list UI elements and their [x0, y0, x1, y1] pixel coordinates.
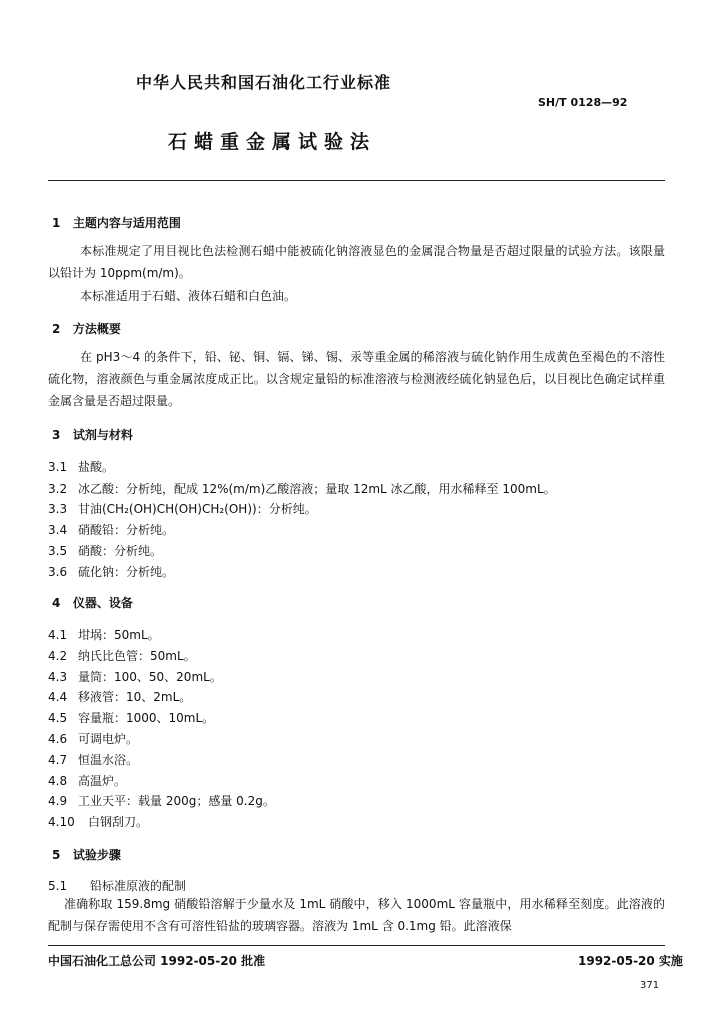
list-item: 4.5 容量瓶：1000、10mL。	[48, 711, 215, 725]
list-item: 5.1 铅标准原液的配制	[48, 879, 187, 893]
section-1-heading: 1 主题内容与适用范围	[52, 216, 181, 230]
section-2-heading: 2 方法概要	[52, 322, 121, 336]
footer-divider	[48, 945, 665, 946]
page-number: 371	[640, 980, 660, 991]
section-1-para-2: 本标准适用于石蜡、液体石蜡和白色油。	[80, 289, 297, 303]
list-item: 4.3 量筒：100、50、20mL。	[48, 670, 222, 684]
list-item: 3.3 甘油(CH₂(OH)CH(OH)CH₂(OH))：分析纯。	[48, 502, 317, 516]
section-4-heading: 4 仪器、设备	[52, 596, 133, 610]
list-item: 4.10 白钢刮刀。	[48, 815, 149, 829]
list-item: 4.4 移液管：10、2mL。	[48, 690, 192, 704]
section-3-heading: 3 试剂与材料	[52, 428, 133, 442]
list-item: 4.1 坩埚：50mL。	[48, 628, 160, 642]
list-item: 3.1 盐酸。	[48, 460, 115, 474]
issuing-organization: 中华人民共和国石油化工行业标准	[136, 73, 392, 92]
list-item: 3.4 硝酸铅：分析纯。	[48, 523, 175, 537]
header-divider	[48, 180, 665, 181]
implementation-date: 1992-05-20 实施	[578, 954, 683, 968]
list-item: 4.2 纳氏比色管：50mL。	[48, 649, 196, 663]
list-item: 4.6 可调电炉。	[48, 732, 139, 746]
section-5-heading: 5 试验步骤	[52, 848, 121, 862]
list-item: 3.6 硫化钠：分析纯。	[48, 565, 175, 579]
list-item: 4.9 工业天平：载量 200g；感量 0.2g。	[48, 794, 275, 808]
list-item: 3.5 硝酸：分析纯。	[48, 544, 163, 558]
standard-code: SH/T 0128—92	[538, 96, 628, 109]
section-5-para-1: 准确称取 159.8mg 硝酸铅溶解于少量水及 1mL 硝酸中，移入 1000mL 容量瓶中，用水稀释至刻度。此溶液的配制与保存需使用不含有可溶性铅盐的玻璃容器。溶液为 1mL 含 0.1mg 铅。此溶液保	[48, 897, 665, 933]
section-2-para-1: 在 pH3～4 的条件下，铅、铋、铜、镉、锑、锡、汞等重金属的稀溶液与硫化钠作用生成黄色至褐色的不溶性硫化物，溶液颜色与重金属浓度成正比。以含规定量铅的标准溶液与检测液经硫化钠显色后，以目视比色确定试样重金属含量是否超过限量。	[48, 350, 665, 408]
document-title: 石蜡重金属试验法	[168, 131, 377, 153]
list-item: 4.7 恒温水浴。	[48, 753, 139, 767]
list-item: 3.2 冰乙酸：分析纯，配成 12%(m/m)乙酸溶液；量取 12mL 冰乙酸，用水稀释至 100mL。	[48, 482, 556, 496]
list-item: 4.8 高温炉。	[48, 774, 127, 788]
approval-note: 中国石油化工总公司 1992-05-20 批准	[48, 954, 266, 968]
section-1-para-1: 本标准规定了用目视比色法检测石蜡中能被硫化钠溶液显色的金属混合物量是否超过限量的试验方法。该限量以铅计为 10ppm(m/m)。	[48, 244, 665, 280]
